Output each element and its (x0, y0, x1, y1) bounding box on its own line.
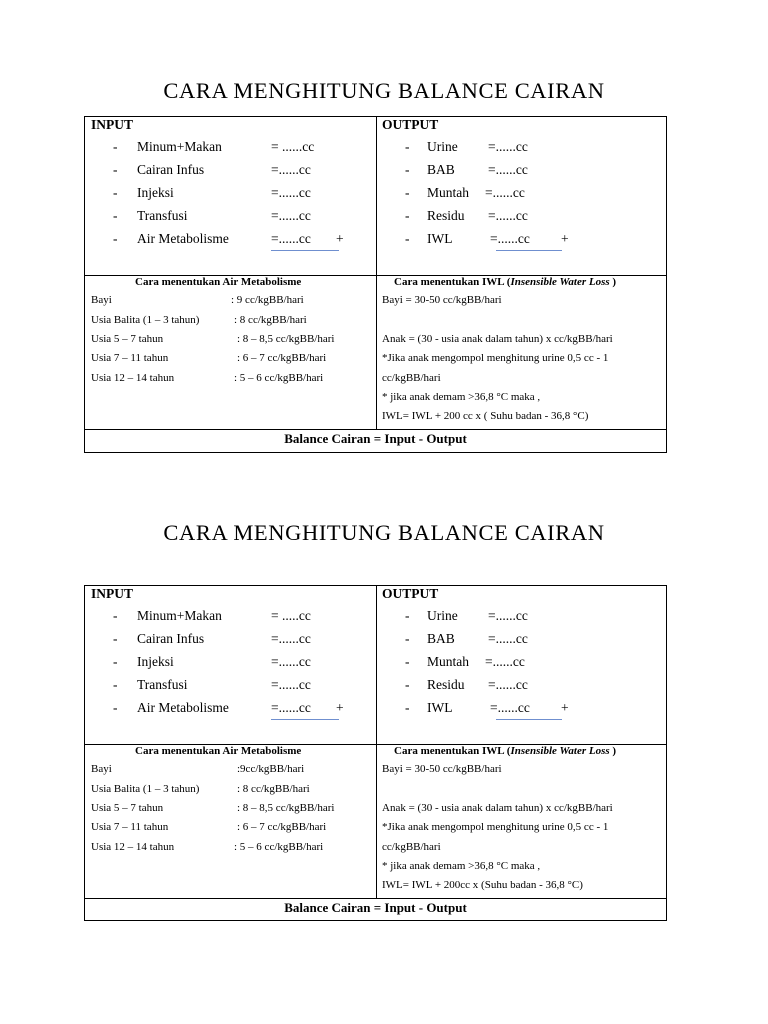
iwl-line: cc/kgBB/hari (382, 841, 441, 853)
iwl-line: * jika anak demam >36,8 °C maka , (382, 860, 541, 872)
am-row-age: Usia 12 – 14 tahun (91, 372, 175, 384)
iwl-line: Anak = (30 - usia anak dalam tahun) x cc/kgBB/hari (382, 802, 613, 814)
output-heading: OUTPUT (382, 117, 439, 132)
balance-formula: Balance Cairan = Input - Output (284, 900, 467, 915)
iwl-line: *Jika anak mengompol menghitung urine 0,5 cc - 1 (382, 821, 609, 833)
am-row-age: Usia 5 – 7 tahun (91, 333, 164, 345)
air-metabolisme-heading: Cara menentukan Air Metabolisme (135, 276, 302, 288)
page-title: CARA MENGHITUNG BALANCE CAIRAN (163, 78, 605, 103)
iwl-heading: Cara menentukan IWL (Insensible Water Loss ) (394, 276, 617, 288)
sum-underline (496, 250, 562, 251)
input-heading: INPUT (91, 586, 134, 601)
balance-table: INPUT - Minum+Makan = ......cc - Cairan Infus =......cc - Injeksi =......cc - Transfusi =......cc - Air Metabolisme =......cc + OUTPUT - Urine =......cc - BAB =......cc - Muntah =......cc - Residu =......cc - IWL =......cc + Cara menentukan Air Metabolisme Bayi : 9 cc/kgBB/hari Usia Balita (1 – 3 tahun) : 8 cc/kgBB/hari Usia 5 – 7 tahun : 8 – 8,5 cc/kgBB/hari Usia 7 – 11 tahun : 6 – 7 cc/kgBB/hari Usia 12 – 14 tahun : 5 – 6 cc/kgBB/hari Cara menentukan IWL (Insensible Water Loss ) Bayi = 30-50 cc/kgBB/hari Anak = (30 - usia anak dalam tahun) x cc/kgBB/hari *Jika anak mengompol menghitung urine 0,5 cc - 1 cc/kgBB/hari * jika anak demam >36,8 °C maka , IWL= IWL + 200 cc x ( Suhu badan - 36,8 °C) Balance Cairan = Input - Output (84, 116, 667, 453)
am-row-age: Usia 12 – 14 tahun (91, 841, 175, 853)
am-row-value: : 5 – 6 cc/kgBB/hari (234, 372, 324, 384)
am-row-value: : 5 – 6 cc/kgBB/hari (234, 841, 324, 853)
am-row-age: Usia Balita (1 – 3 tahun) (91, 783, 200, 795)
iwl-line: *Jika anak mengompol menghitung urine 0,5 cc - 1 (382, 352, 609, 364)
iwl-line: IWL= IWL + 200cc x (Suhu badan - 36,8 °C) (382, 879, 583, 891)
am-row-age: Bayi (91, 763, 112, 775)
reference-section (85, 745, 666, 898)
sum-underline (496, 719, 562, 720)
sum-underline (271, 250, 339, 251)
balance-table: INPUT - Minum+Makan = .....cc - Cairan Infus =......cc - Injeksi =......cc - Transfusi =......cc - Air Metabolisme =......cc + OUTPUT - Urine =......cc - BAB =......cc - Muntah =......cc - Residu =......cc - IWL =......cc + Cara menentukan Air Metabolisme Bayi :9cc/kgBB/hari Usia Balita (1 – 3 tahun) : 8 cc/kgBB/hari Usia 5 – 7 tahun : 8 – 8,5 cc/kgBB/hari Usia 7 – 11 tahun : 6 – 7 cc/kgBB/hari Usia 12 – 14 tahun : 5 – 6 cc/kgBB/hari Cara menentukan IWL (Insensible Water Loss ) Bayi = 30-50 cc/kgBB/hari Anak = (30 - usia anak dalam tahun) x cc/kgBB/hari *Jika anak mengompol menghitung urine 0,5 cc - 1 cc/kgBB/hari * jika anak demam >36,8 °C maka , IWL= IWL + 200cc x (Suhu badan - 36,8 °C) Balance Cairan = Input - Output (84, 585, 667, 921)
output-heading: OUTPUT (382, 586, 439, 601)
sum-underline (271, 719, 339, 720)
iwl-line: cc/kgBB/hari (382, 372, 441, 384)
am-row-age: Usia 7 – 11 tahun (91, 821, 169, 833)
am-row-value: : 6 – 7 cc/kgBB/hari (237, 352, 327, 364)
iwl-line: * jika anak demam >36,8 °C maka , (382, 391, 541, 403)
page-title: CARA MENGHITUNG BALANCE CAIRAN (163, 520, 605, 545)
am-row-age: Usia 7 – 11 tahun (91, 352, 169, 364)
balance-formula: Balance Cairan = Input - Output (284, 431, 467, 446)
am-row-value: :9cc/kgBB/hari (237, 763, 305, 775)
iwl-heading: Cara menentukan IWL (Insensible Water Loss ) (394, 745, 617, 757)
input-heading: INPUT (91, 117, 134, 132)
am-row-value: : 8 cc/kgBB/hari (237, 783, 310, 795)
am-row-value: : 8 – 8,5 cc/kgBB/hari (237, 333, 335, 345)
am-row-value: : 8 – 8,5 cc/kgBB/hari (237, 802, 335, 814)
iwl-line: Bayi = 30-50 cc/kgBB/hari (382, 763, 502, 775)
air-metabolisme-heading: Cara menentukan Air Metabolisme (135, 745, 302, 757)
am-row-value: : 6 – 7 cc/kgBB/hari (237, 821, 327, 833)
am-row-age: Bayi (91, 294, 112, 306)
am-row-value: : 8 cc/kgBB/hari (234, 314, 307, 326)
iwl-line: IWL= IWL + 200 cc x ( Suhu badan - 36,8 °C) (382, 410, 589, 422)
iwl-line: Anak = (30 - usia anak dalam tahun) x cc/kgBB/hari (382, 333, 613, 345)
am-row-value: : 9 cc/kgBB/hari (231, 294, 304, 306)
reference-section (85, 276, 666, 429)
iwl-line: Bayi = 30-50 cc/kgBB/hari (382, 294, 502, 306)
am-row-age: Usia Balita (1 – 3 tahun) (91, 314, 200, 326)
am-row-age: Usia 5 – 7 tahun (91, 802, 164, 814)
